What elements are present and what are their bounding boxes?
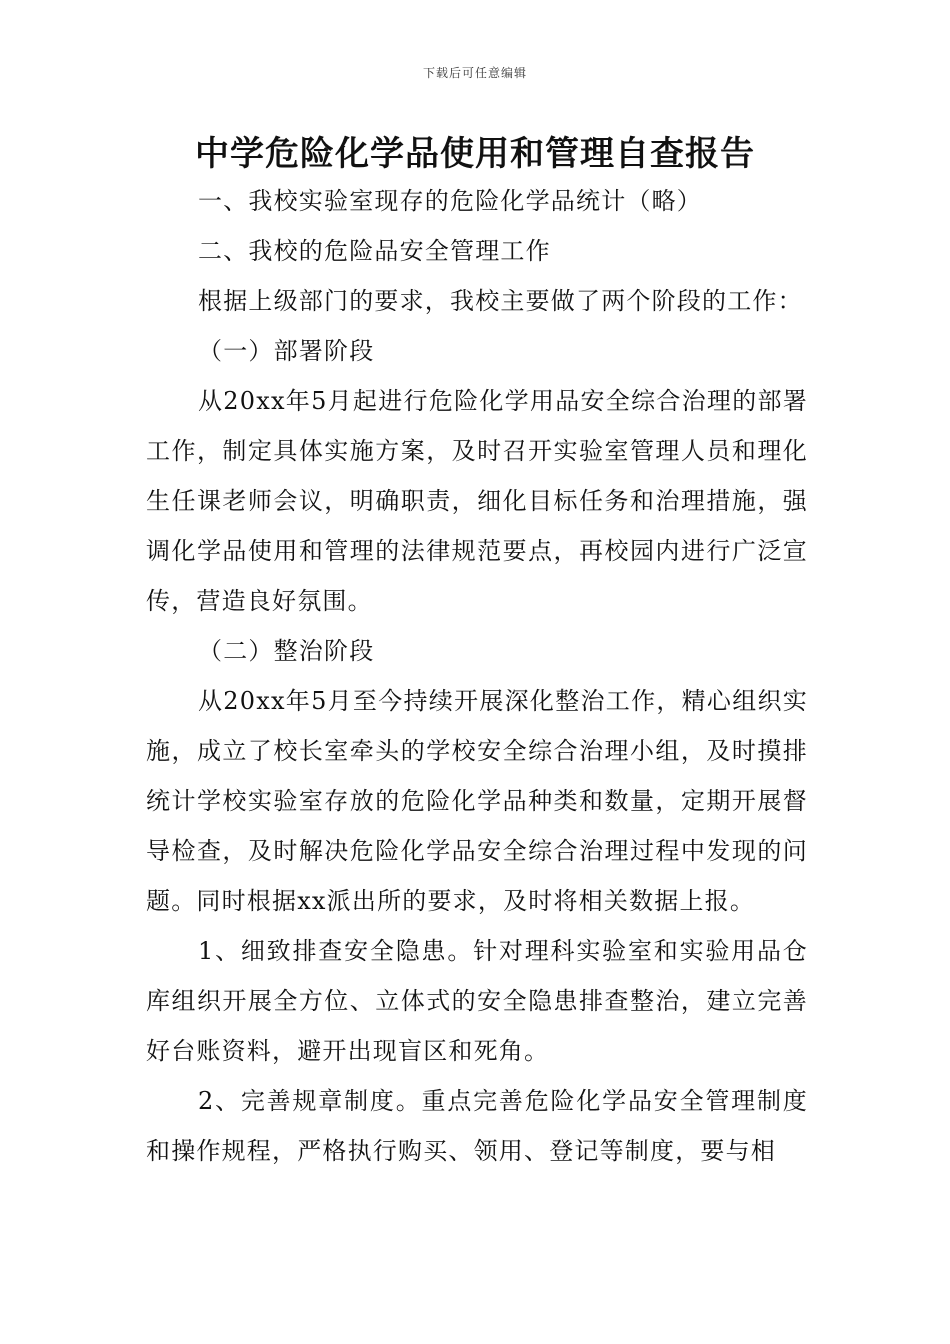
paragraph-rectify: 从20xx年5月至今持续开展深化整治工作，精心组织实施，成立了校长室牵头的学校安全综合治理小组，及时摸排统计学校实验室存放的危险化学品种类和数量，定期开展督导检查，及时解决危险化学品安全综合治理过程中发现的问题。同时根据xx派出所的要求，及时将相关数据上报。 xyxy=(146,687,808,915)
document-title: 中学危险化学品使用和管理自查报告 xyxy=(195,134,755,174)
paragraph-deploy: 从20xx年5月起进行危险化学用品安全综合治理的部署工作，制定具体实施方案，及时召开实验室管理人员和理化生任课老师会议，明确职责，细化目标任务和治理措施，强调化学品使用和管理的法律规范要点，再校园内进行广泛宣传，营造良好氛围。 xyxy=(146,387,808,615)
paragraph-item-1: 1、细致排查安全隐患。针对理科实验室和实验用品仓库组织开展全方位、立体式的安全隐患排查整治，建立完善好台账资料，避开出现盲区和死角。 xyxy=(146,937,808,1065)
section-heading-1: 一、我校实验室现存的危险化学品统计（略） xyxy=(198,187,702,215)
document-body xyxy=(146,176,808,1176)
section-heading-2: 二、我校的危险品安全管理工作 xyxy=(198,237,551,265)
paragraph-item-2: 2、完善规章制度。重点完善危险化学品安全管理制度和操作规程，严格执行购买、领用、登记等制度，要与相 xyxy=(146,1087,808,1165)
subsection-heading-rectify: （二）整治阶段 xyxy=(198,637,375,665)
intro-paragraph: 根据上级部门的要求，我校主要做了两个阶段的工作： xyxy=(198,287,803,315)
subsection-heading-deploy: （一）部署阶段 xyxy=(198,337,375,365)
header-note: 下载后可任意编辑 xyxy=(422,66,527,80)
